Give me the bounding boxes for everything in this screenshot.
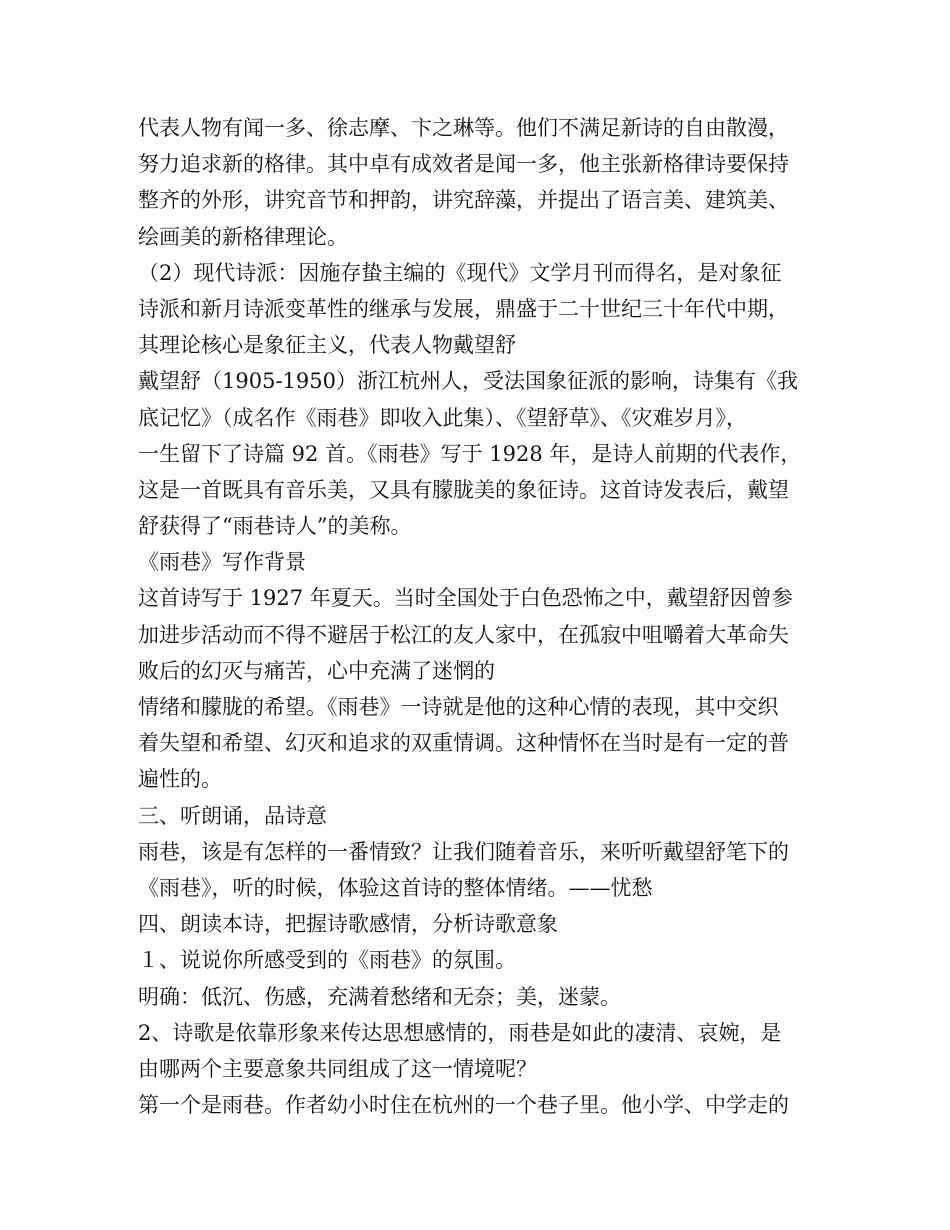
text-line: 舒获得了“雨巷诗人”的美称。 <box>138 514 412 539</box>
text-line: 一生留下了诗篇 92 首。《雨巷》写于 1928 年，是诗人前期的代表作， <box>138 441 802 466</box>
text-line: 代表人物有闻一多、徐志摩、卞之琳等。他们不满足新诗的自由散漫， <box>138 116 789 140</box>
text-line: 整齐的外形，讲究音节和押韵，讲究辞藻，并提出了语言美、建筑美、 <box>138 188 789 213</box>
section-heading-read: 四、朗读本诗，把握诗歌感情，分析诗歌意象 <box>138 912 558 937</box>
text-line: 这是一首既具有音乐美，又具有朦胧美的象征诗。这首诗发表后，戴望 <box>138 477 789 502</box>
body-text <box>138 110 838 1123</box>
question-1: １、说说你所感受到的《雨巷》的氛围。 <box>138 948 516 973</box>
text-line: 情绪和朦胧的希望。《雨巷》一诗就是他的这种心情的表现，其中交织 <box>138 695 779 719</box>
section-heading-background: 《雨巷》写作背景 <box>138 550 306 575</box>
text-line: 第一个是雨巷。作者幼小时住在杭州的一个巷子里。他小学、中学走的 <box>138 1093 789 1118</box>
text-line: 其理论核心是象征主义，代表人物戴望舒 <box>138 333 516 358</box>
text-line: 底记忆》（成名作《雨巷》即收入此集）、《望舒草》、《灾难岁月》， <box>138 405 747 430</box>
text-line: 诗派和新月诗派变革性的继承与发展，鼎盛于二十世纪三十年代中期， <box>138 296 789 321</box>
text-line: 戴望舒（1905-1950）浙江杭州人，受法国象征派的影响，诗集有《我 <box>138 369 798 394</box>
text-line: 绘画美的新格律理论。 <box>138 224 348 249</box>
text-line: （2）现代诗派：因施存蛰主编的《现代》文学月刊而得名，是对象征 <box>138 260 782 285</box>
text-line: 由哪两个主要意象共同组成了这一情境呢？ <box>138 1056 537 1081</box>
text-line: 败后的幻灭与痛苦，心中充满了迷惘的 <box>138 658 495 683</box>
text-line: 着失望和希望、幻灭和追求的双重情调。这种情怀在当时是有一定的普 <box>138 731 789 756</box>
text-line: 《雨巷》，听的时候，体验这首诗的整体情绪。——忧愁 <box>138 875 653 900</box>
answer-1: 明确：低沉、伤感，充满着愁绪和无奈；美，迷蒙。 <box>138 984 621 1009</box>
section-heading-listen: 三、听朗诵，品诗意 <box>138 803 327 828</box>
question-2: 2、诗歌是依靠形象来传达思想感情的，雨巷是如此的凄清、哀婉，是 <box>138 1020 782 1045</box>
text-line: 努力追求新的格律。其中卓有成效者是闻一多，他主张新格律诗要保持 <box>138 152 789 177</box>
text-line: 加进步活动而不得不避居于松江的友人家中，在孤寂中咀嚼着大革命失 <box>138 622 789 647</box>
text-line: 这首诗写于 1927 年夏天。当时全国处于白色恐怖之中，戴望舒因曾参 <box>138 586 793 611</box>
text-line: 遍性的。 <box>138 767 222 792</box>
text-line: 雨巷，该是有怎样的一番情致？让我们随着音乐，来听听戴望舒笔下的 <box>138 839 789 864</box>
